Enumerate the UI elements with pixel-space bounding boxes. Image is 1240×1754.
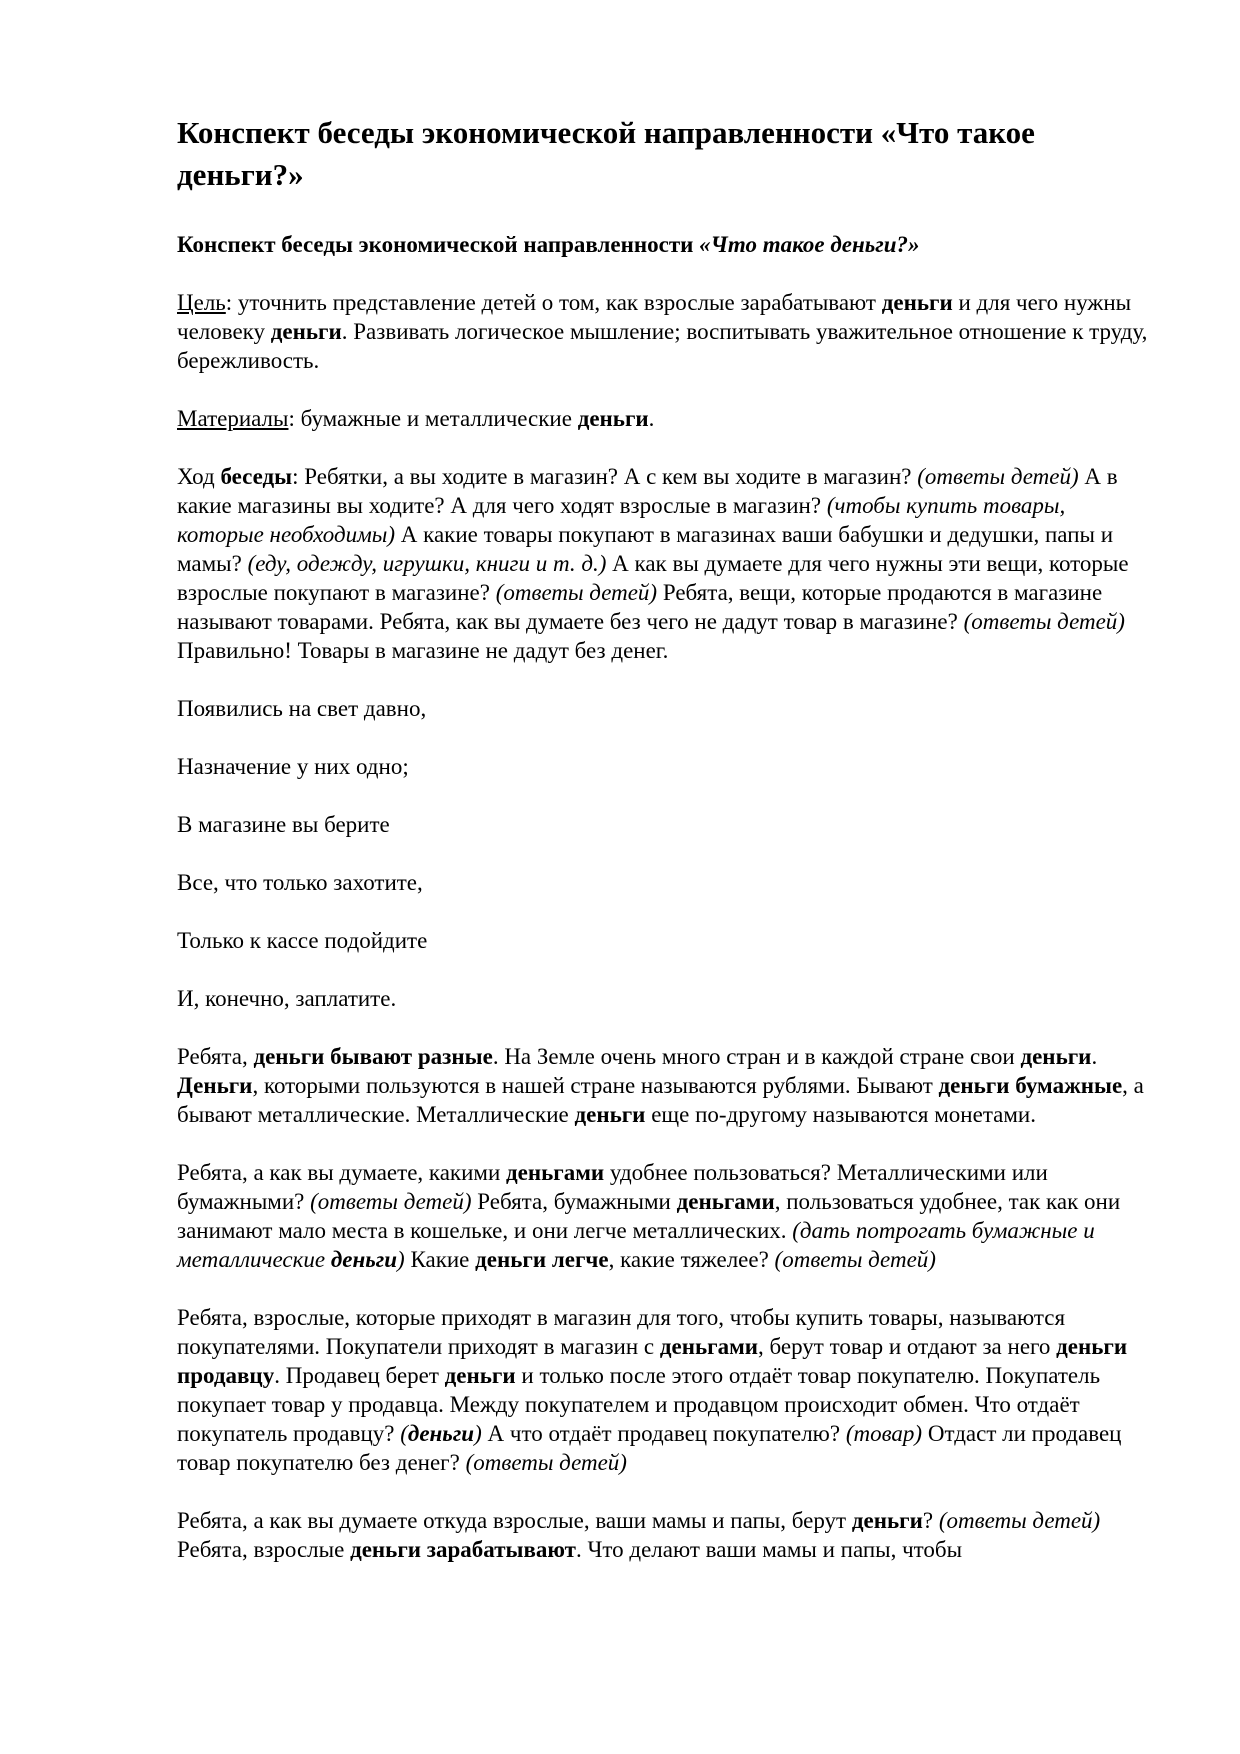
text-run: и для чего нужны человеку [177,290,1132,344]
text-run: А в какие магазины вы ходите? А для чего ходят взрослые в магазин? [177,464,1118,518]
subtitle-bold: Конспект беседы экономической направленности [177,232,694,257]
text-run: . [1091,1044,1098,1069]
text-run: Какие [404,1247,476,1272]
italic-run: (ответы детей) [495,580,658,605]
poem-line: Появились на свет давно, [177,696,427,721]
subtitle [177,230,1157,259]
goal-paragraph [177,288,1157,375]
text-run: А что отдаёт продавец покупателю? [481,1421,846,1446]
bold-run: деньги продавцу [177,1334,1128,1388]
text-run: , берут товар и отдают за него [758,1334,1057,1359]
bold-run: деньги зарабатывают [350,1537,576,1562]
poem-line: И, конечно, заплатите. [177,986,397,1011]
text-run: Правильно! Товары в магазине не дадут без денег. [177,638,669,663]
document-page [177,112,1157,1593]
page-title: Конспект беседы экономической направленности «Что такое деньги?» [177,115,1035,192]
italic-run: ( [400,1421,408,1446]
bold-run: деньги легче [475,1247,609,1272]
text-run: : Ребятки, а вы ходите в магазин? А с кем вы ходите в магазин? [292,464,918,489]
italic-run: (еду, одежду, игрушки, книги и т. д.) [247,551,607,576]
text-run: Ребята, взрослые, которые приходят в магазин для того, чтобы купить товары, называются покупателями. Покупатели приходят в магазин с [177,1305,1066,1359]
bold-run: деньги [444,1363,516,1388]
earn-paragraph [177,1506,1157,1564]
materials-paragraph [177,404,1157,433]
bold-run: деньги [270,319,342,344]
italic-run: (ответы детей) [938,1508,1101,1533]
bold-run: деньги бывают разные [253,1044,493,1069]
text-run: . [648,406,655,431]
poem-line: Назначение у них одно; [177,754,409,779]
bold-run: Деньги [177,1073,253,1098]
text-run: . Что делают ваши мамы и папы, чтобы [575,1537,963,1562]
bold-run: деньги [1020,1044,1092,1069]
bold-run: деньгами [659,1334,758,1359]
poem-line: Все, что только захотите, [177,870,423,895]
text-run: . Развивать логическое мышление; воспитывать уважительное отношение к труду, бережливость. [177,319,1148,373]
bold-run: деньги [851,1508,923,1533]
poem-line: Только к кассе подойдите [177,928,428,953]
bold-italic-run: деньги [407,1421,475,1446]
bold-italic-run: деньги [330,1247,398,1272]
text-run: Ребята, бумажными [471,1189,677,1214]
italic-run: (ответы детей) [465,1450,627,1475]
text-run: Ребята, а как вы думаете, какими [177,1160,507,1185]
goal-label: Цель [177,290,226,315]
kinds-paragraph [177,1042,1157,1129]
bold-run: деньги бумажные [938,1073,1123,1098]
subtitle-italic: «Что такое деньги?» [699,232,920,257]
text-run: А какие товары покупают в магазинах ваши бабушки и дедушки, папы и мамы? [177,522,1114,576]
text-run: и только после этого отдаёт товар покупателю. Покупатель покупает товар у продавца. Между покупателем и продавцом происходит обмен. Что отдаёт покупатель продавцу? [177,1363,1101,1446]
italic-run: ) [474,1421,482,1446]
bold-run: деньги [881,290,953,315]
text-run: : бумажные и металлические [288,406,578,431]
bold-run: беседы [220,464,293,489]
text-run: , пользоваться удобнее, так как они занимают мало места в кошельке, и они легче металлических. [177,1189,1121,1243]
bold-run: деньги [577,406,649,431]
italic-run: (чтобы купить товары, которые необходимы) [177,493,1066,547]
text-run: , какие тяжелее? [608,1247,775,1272]
italic-run: (ответы детей) [310,1189,472,1214]
italic-run: (ответы детей) [917,464,1079,489]
bold-run: деньги [574,1102,646,1127]
italic-run: (ответы детей) [963,609,1125,634]
bold-run: деньгами [676,1189,775,1214]
text-run: еще по-другому называются монетами. [645,1102,1036,1127]
convenient-paragraph [177,1158,1157,1274]
text-run: удобнее пользоваться? Металлическими или бумажными? [177,1160,1048,1214]
text-run: Ход [177,464,221,489]
text-run: Отдаст ли продавец товар покупателю без денег? [177,1421,1122,1475]
poem [177,694,1157,1013]
italic-run: (ответы детей) [774,1247,936,1272]
materials-label: Материалы [177,406,289,431]
text-run: . На Земле очень много стран и в каждой стране свои [492,1044,1021,1069]
italic-run: ) [397,1247,405,1272]
text-run: Ребята, [177,1044,254,1069]
text-run: А как вы думаете для чего нужны эти вещи, которые взрослые покупают в магазине? [177,551,1129,605]
text-run: Ребята, вещи, которые продаются в магазине называют товарами. Ребята, как вы думаете без чего не дадут товар в магазине? [177,580,1103,634]
text-run: , которыми пользуются в нашей стране называются рублями. Бывают [252,1073,939,1098]
text-run: ? [922,1508,939,1533]
text-run: . Продавец берет [274,1363,445,1388]
course-paragraph [177,462,1157,665]
text-run: Ребята, взрослые [177,1537,351,1562]
text-run: Ребята, а как вы думаете откуда взрослые, ваши мамы и папы, берут [177,1508,852,1533]
italic-run: (товар) [845,1421,923,1446]
bold-run: деньгами [506,1160,605,1185]
text-run: , а бывают металлические. Металлические [177,1073,1144,1127]
poem-line: В магазине вы берите [177,812,390,837]
text-run: : уточнить представление детей о том, как взрослые зарабатывают [225,290,882,315]
italic-run: (дать потрогать бумажные и металлические [177,1218,1095,1272]
buyers-paragraph [177,1303,1157,1477]
